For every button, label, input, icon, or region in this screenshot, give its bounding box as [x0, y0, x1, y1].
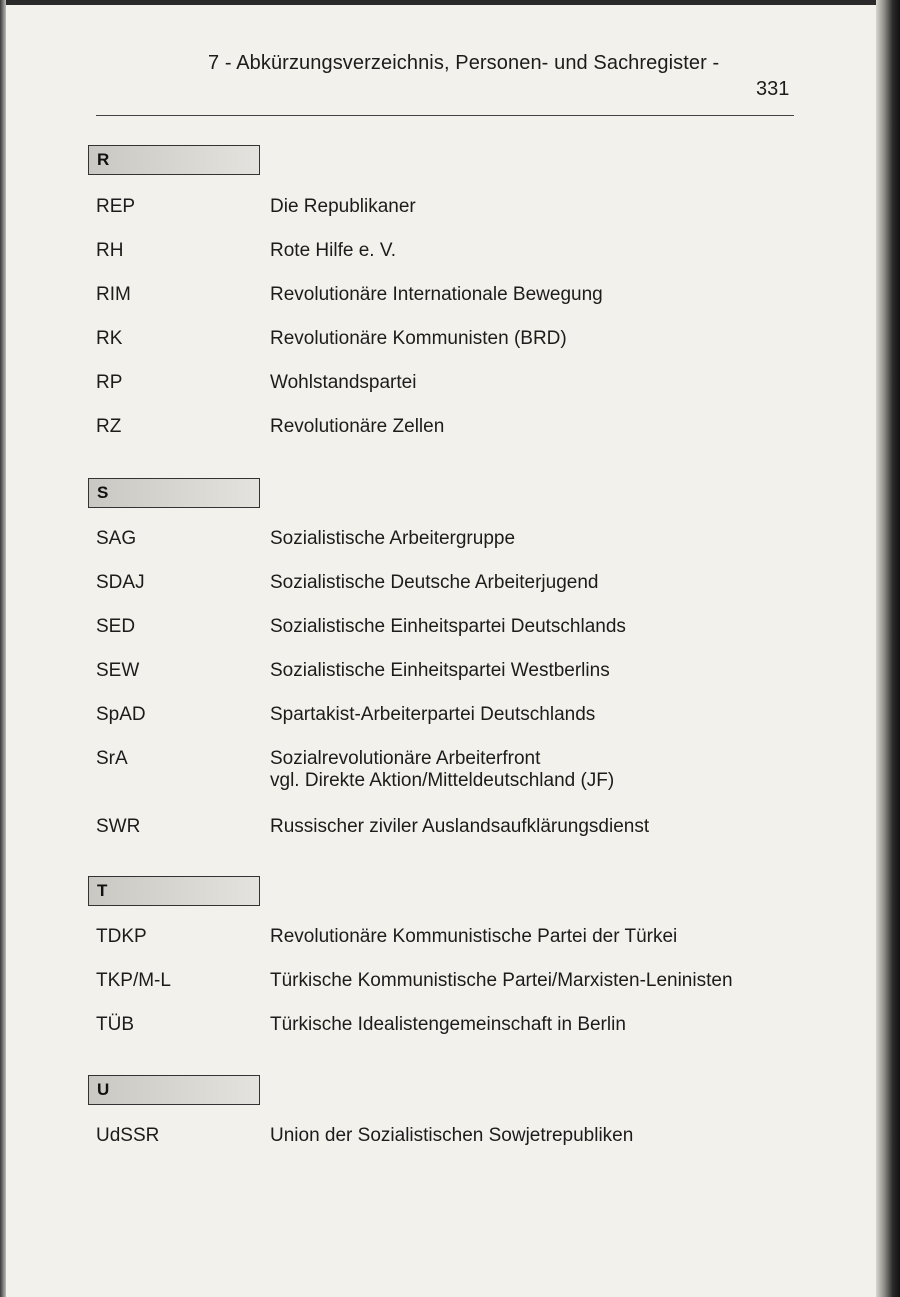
section-letter-r: R: [88, 145, 260, 175]
header-rule: [96, 115, 794, 116]
section-letter-u: U: [88, 1075, 260, 1105]
abbr-term: RP: [96, 372, 123, 393]
abbr-definition: Rote Hilfe e. V.: [270, 240, 397, 261]
abbr-definition: Sozialistische Arbeitergruppe: [270, 528, 516, 549]
abbr-term: SWR: [96, 816, 141, 837]
abbr-term: SEW: [96, 660, 140, 681]
abbr-definition: Türkische Kommunistische Partei/Marxisten-Leninisten: [270, 970, 733, 991]
abbr-term: SAG: [96, 528, 137, 549]
scan-edge-top: [0, 0, 900, 5]
abbr-definition: Sozialrevolutionäre Arbeiterfront: [270, 748, 541, 769]
abbr-term: RZ: [96, 416, 122, 437]
abbr-definition: Sozialistische Einheitspartei Westberlins: [270, 660, 610, 681]
abbr-term: TDKP: [96, 926, 147, 947]
section-letter-s: S: [88, 478, 260, 508]
book-spine-edge: [876, 0, 900, 1297]
abbr-definition: Revolutionäre Kommunisten (BRD): [270, 328, 567, 349]
abbr-definition: Sozialistische Deutsche Arbeiterjugend: [270, 572, 599, 593]
abbr-definition: Revolutionäre Zellen: [270, 416, 445, 437]
abbr-term: SDAJ: [96, 572, 145, 593]
abbr-definition: Russischer ziviler Auslandsaufklärungsdienst: [270, 816, 650, 837]
abbr-definition: Spartakist-Arbeiterpartei Deutschlands: [270, 704, 596, 725]
section-letter-t: T: [88, 876, 260, 906]
scan-edge-left: [0, 0, 6, 1297]
page-header-title: 7 - Abkürzungsverzeichnis, Personen- und Sachregister -: [208, 52, 720, 74]
abbr-term: REP: [96, 196, 136, 217]
page-number: 331: [756, 78, 790, 100]
abbr-term: TKP/M-L: [96, 970, 171, 991]
abbr-definition: Sozialistische Einheitspartei Deutschlands: [270, 616, 626, 637]
abbr-definition: Wohlstandspartei: [270, 372, 417, 393]
abbr-term: RIM: [96, 284, 131, 305]
abbr-term: TÜB: [96, 1014, 134, 1035]
abbr-cross-reference: vgl. Direkte Aktion/Mitteldeutschland (JF): [270, 770, 615, 791]
abbr-definition: Die Republikaner: [270, 196, 416, 217]
abbr-definition: Revolutionäre Internationale Bewegung: [270, 284, 603, 305]
abbr-term: SpAD: [96, 704, 146, 725]
abbr-term: SrA: [96, 748, 128, 769]
abbr-term: UdSSR: [96, 1125, 160, 1146]
abbr-definition: Türkische Idealistengemeinschaft in Berlin: [270, 1014, 626, 1035]
abbr-definition: Union der Sozialistischen Sowjetrepubliken: [270, 1125, 634, 1146]
abbr-term: RH: [96, 240, 124, 261]
abbr-term: SED: [96, 616, 136, 637]
abbr-definition: Revolutionäre Kommunistische Partei der Türkei: [270, 926, 678, 947]
abbr-term: RK: [96, 328, 123, 349]
